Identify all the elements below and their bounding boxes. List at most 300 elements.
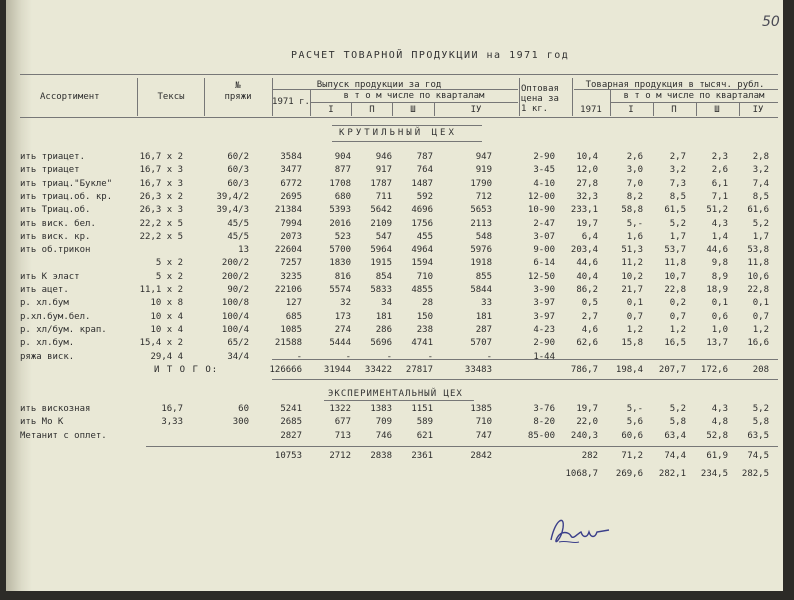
row-gq1: 3,0 — [626, 165, 643, 176]
total2-gq2: 74,4 — [664, 451, 686, 461]
row-q4: 710 — [475, 417, 492, 428]
row-q2: 34 — [381, 298, 392, 309]
row-price: 12-50 — [527, 271, 555, 282]
row-assortment: Метанит с оплет. — [20, 430, 107, 441]
row-goods: 40,4 — [576, 271, 598, 282]
total2-gq3: 61,9 — [706, 451, 728, 461]
row-recipe: 60/3 — [227, 165, 249, 176]
row-q1: 274 — [334, 324, 351, 335]
col-divider — [204, 78, 205, 116]
row-gq1: 15,8 — [621, 338, 643, 349]
row-q1: - — [345, 351, 351, 362]
row-gq3: 18,9 — [706, 285, 728, 295]
total2-year: 10753 — [274, 451, 302, 461]
row-year-output: 127 — [285, 298, 302, 309]
row-q2: 181 — [375, 311, 392, 322]
total2-q4: 2842 — [470, 451, 492, 461]
row-q2: 746 — [375, 430, 392, 441]
row-year-output: 21588 — [274, 338, 302, 349]
row-q4: 33 — [481, 298, 492, 309]
header-gq1: I — [628, 105, 634, 115]
row-q4: 5844 — [470, 285, 492, 295]
header-gq3: Ш — [714, 105, 720, 115]
row-recipe: 39,4/2 — [216, 191, 249, 202]
row-gq2: 22,8 — [664, 285, 686, 295]
row-gq2: 2,7 — [669, 152, 686, 162]
row-gq3: 0,1 — [711, 298, 728, 309]
row-goods: 240,3 — [570, 430, 598, 441]
row-gq3: 4,3 — [711, 218, 728, 229]
header-price-1: Оптовая — [521, 84, 559, 94]
row-recipe: 200/2 — [221, 271, 249, 282]
row-gq2: 10,7 — [664, 271, 686, 282]
row-gq3: 13,7 — [706, 338, 728, 349]
row-q1: 713 — [334, 430, 351, 441]
row-gq2: 7,3 — [669, 178, 686, 189]
row-q2: 1787 — [370, 178, 392, 189]
row-gq4: 2,8 — [752, 152, 769, 162]
row-gq4: 1,7 — [752, 231, 769, 242]
row-q4: 2113 — [470, 218, 492, 229]
row-gq1: 5,- — [626, 218, 643, 229]
row-price: 4-10 — [533, 178, 555, 189]
total2-gq1: 71,2 — [621, 451, 643, 461]
total1-gq2: 207,7 — [658, 365, 686, 375]
row-goods: 27,8 — [576, 178, 598, 189]
row-q2: 1915 — [370, 258, 392, 269]
row-q1: 173 — [334, 311, 351, 322]
row-price: 12-00 — [527, 191, 555, 202]
row-q3: 28 — [422, 298, 433, 309]
row-gq3: 8,9 — [711, 271, 728, 282]
row-year-output: 7994 — [280, 218, 302, 229]
total2-goods: 282 — [581, 451, 598, 461]
row-gq4: 53,8 — [747, 245, 769, 256]
section-rule — [332, 125, 482, 126]
row-gq3: 2,6 — [711, 165, 728, 176]
row-year-output: 21384 — [274, 205, 302, 216]
total-rule — [272, 379, 778, 380]
row-gq4: 8,5 — [752, 191, 769, 202]
row-assortment: ить триацет — [20, 165, 80, 176]
row-q3: 1594 — [411, 258, 433, 269]
header-tex: Тексы — [157, 92, 185, 102]
col-divider — [696, 103, 697, 116]
col-divider — [739, 103, 740, 116]
row-recipe: 45/5 — [227, 218, 249, 229]
total-rule — [146, 446, 778, 447]
header-output-year: 1971 г. — [272, 97, 310, 107]
row-year-output: 3584 — [280, 152, 302, 162]
col-divider — [653, 103, 654, 116]
row-gq4: 10,6 — [747, 271, 769, 282]
header-gq2: П — [671, 105, 677, 115]
row-q1: 816 — [334, 271, 351, 282]
row-q3: 1151 — [411, 404, 433, 414]
row-q3: 764 — [416, 165, 433, 176]
row-q3: 4855 — [411, 285, 433, 295]
row-goods: 0,5 — [581, 298, 598, 309]
row-q4: 548 — [475, 231, 492, 242]
row-q2: 5696 — [370, 338, 392, 349]
row-gq4: 61,6 — [747, 205, 769, 216]
section-title-experimental: ЭКСПЕРИМЕНТАЛЬНЫЙ ЦЕХ — [328, 389, 463, 399]
row-q3: 621 — [416, 430, 433, 441]
row-q3: 710 — [416, 271, 433, 282]
row-assortment: р.хл.бум.бел. — [20, 311, 91, 322]
row-q1: 2016 — [329, 218, 351, 229]
row-gq1: 5,6 — [626, 417, 643, 428]
row-q2: - — [386, 351, 392, 362]
row-q3: 592 — [416, 191, 433, 202]
row-q3: 589 — [416, 417, 433, 428]
row-q3: 455 — [416, 231, 433, 242]
row-gq1: 1,6 — [626, 231, 643, 242]
row-q4: 287 — [475, 324, 492, 335]
row-price: 6-14 — [533, 258, 555, 269]
header-bottom-rule — [20, 117, 778, 118]
row-tex: 16,7 — [161, 404, 183, 414]
row-gq3: 52,8 — [706, 430, 728, 441]
total1-year: 126666 — [269, 365, 302, 375]
row-gq4: 5,2 — [752, 404, 769, 414]
row-goods: 32,3 — [576, 191, 598, 202]
row-q3: 4964 — [411, 245, 433, 256]
row-price: 10-90 — [527, 205, 555, 216]
row-gq4: 7,4 — [752, 178, 769, 189]
row-tex: 26,3 х 3 — [139, 205, 183, 216]
row-gq3: 2,3 — [711, 152, 728, 162]
row-gq1: 0,7 — [626, 311, 643, 322]
row-year-output: 5241 — [280, 404, 302, 414]
header-goods-incl: в т о м числе по кварталам — [623, 91, 765, 101]
row-q1: 904 — [334, 152, 351, 162]
handwritten-signature — [543, 510, 613, 552]
row-q2: 5833 — [370, 285, 392, 295]
row-year-output: 2073 — [280, 231, 302, 242]
row-year-output: 7257 — [280, 258, 302, 269]
row-q4: 919 — [475, 165, 492, 176]
row-year-output: 685 — [285, 311, 302, 322]
total2-gq4: 74,5 — [747, 451, 769, 461]
grand-total-gq3: 234,5 — [700, 469, 728, 479]
section-title-twisting: КРУТИЛЬНЫЙ ЦЕХ — [339, 128, 457, 138]
row-recipe: 100/4 — [221, 324, 249, 335]
header-q1: I — [328, 105, 334, 115]
row-goods: 6,4 — [581, 231, 598, 242]
row-tex: 29,4 4 — [150, 351, 183, 362]
header-price-3: 1 кг. — [521, 104, 549, 114]
row-q2: 5964 — [370, 245, 392, 256]
row-gq3: 44,6 — [706, 245, 728, 256]
row-gq2: 1,7 — [669, 231, 686, 242]
header-q4: IУ — [470, 105, 482, 115]
row-gq3: 4,8 — [711, 417, 728, 428]
header-q3: Ш — [410, 105, 416, 115]
row-q4: 855 — [475, 271, 492, 282]
row-year-output: 22106 — [274, 285, 302, 295]
row-gq3: 6,1 — [711, 178, 728, 189]
row-gq2: 16,5 — [664, 338, 686, 349]
row-gq4: 22,8 — [747, 285, 769, 295]
row-q1: 677 — [334, 417, 351, 428]
row-gq1: 7,0 — [626, 178, 643, 189]
row-year-output: 6772 — [280, 178, 302, 189]
row-price: 3-90 — [533, 285, 555, 295]
row-gq3: 1,4 — [711, 231, 728, 242]
row-tex: 5 х 2 — [155, 258, 183, 269]
row-q2: 711 — [375, 191, 392, 202]
row-price: 8-20 — [533, 417, 555, 428]
row-gq1: 2,6 — [626, 152, 643, 162]
row-assortment: ряжа виск. — [20, 351, 75, 362]
row-gq1: 11,2 — [621, 258, 643, 269]
row-q4: 1790 — [470, 178, 492, 189]
row-q1: 5393 — [329, 205, 351, 216]
row-recipe: 34/4 — [227, 351, 249, 362]
row-tex: 16,7 х 3 — [139, 178, 183, 189]
row-goods: 19,7 — [576, 218, 598, 229]
section-rule — [332, 141, 482, 142]
row-recipe: 39,4/3 — [216, 205, 249, 216]
col-divider — [351, 103, 352, 116]
document-title: РАСЧЕТ ТОВАРНОЙ ПРОДУКЦИИ на 1971 год — [291, 50, 570, 61]
row-q1: 680 — [334, 191, 351, 202]
row-gq1: 1,2 — [626, 324, 643, 335]
row-gq2: 5,8 — [669, 417, 686, 428]
row-q3: 4741 — [411, 338, 433, 349]
total1-q3: 27817 — [405, 365, 433, 375]
row-assortment: ить Мо К — [20, 417, 64, 428]
row-tex: 3,33 — [161, 417, 183, 428]
row-assortment: р. хл/бум. крап. — [20, 324, 107, 335]
total1-q1: 31944 — [323, 365, 351, 375]
row-q1: 1708 — [329, 178, 351, 189]
row-year-output: 2827 — [280, 430, 302, 441]
row-q4: 5707 — [470, 338, 492, 349]
row-gq4: 0,1 — [752, 298, 769, 309]
row-goods: 44,6 — [576, 258, 598, 269]
row-year-output: 22604 — [274, 245, 302, 256]
row-assortment: ить триацет. — [20, 152, 86, 162]
row-price: 1-44 — [533, 351, 555, 362]
row-gq2: 11,8 — [664, 258, 686, 269]
row-q4: - — [486, 351, 492, 362]
col-divider — [610, 90, 611, 116]
row-q4: 747 — [475, 430, 492, 441]
col-divider — [572, 78, 573, 116]
row-gq2: 1,2 — [669, 324, 686, 335]
row-q1: 5574 — [329, 285, 351, 295]
row-q4: 1918 — [470, 258, 492, 269]
row-q1: 1322 — [329, 404, 351, 414]
row-q1: 1830 — [329, 258, 351, 269]
row-gq2: 0,7 — [669, 311, 686, 322]
header-goods-year: 1971 — [580, 105, 602, 115]
row-tex: 10 х 8 — [150, 298, 183, 309]
row-goods: 12,0 — [576, 165, 598, 176]
total-label: И Т О Г О: — [154, 365, 219, 375]
row-recipe: 100/4 — [221, 311, 249, 322]
total1-goods: 786,7 — [570, 365, 598, 375]
row-gq4: 5,8 — [752, 417, 769, 428]
row-assortment: ить вискозная — [20, 404, 91, 414]
row-q1: 5700 — [329, 245, 351, 256]
row-year-output: 1085 — [280, 324, 302, 335]
row-q1: 523 — [334, 231, 351, 242]
row-recipe: 60/3 — [227, 178, 249, 189]
total-rule — [272, 359, 778, 360]
row-gq3: 9,8 — [711, 258, 728, 269]
header-recipe: пряжи — [224, 92, 252, 102]
row-q4: 947 — [475, 152, 492, 162]
row-gq3: 51,2 — [706, 205, 728, 216]
row-goods: 2,7 — [581, 311, 598, 322]
col-divider — [392, 103, 393, 116]
row-gq1: 5,- — [626, 404, 643, 414]
row-year-output: 3477 — [280, 165, 302, 176]
row-assortment: ить триац.об. кр. — [20, 191, 113, 202]
row-gq1: 10,2 — [621, 271, 643, 282]
row-q3: 1487 — [411, 178, 433, 189]
row-tex: 15,4 х 2 — [139, 338, 183, 349]
row-assortment: ить виск. кр. — [20, 231, 91, 242]
col-divider — [434, 103, 435, 116]
row-gq4: 63,5 — [747, 430, 769, 441]
total2-q2: 2838 — [370, 451, 392, 461]
row-tex: 11,1 х 2 — [139, 285, 183, 295]
row-tex: 10 х 4 — [150, 311, 183, 322]
col-divider — [310, 90, 311, 116]
row-tex: 5 х 2 — [155, 271, 183, 282]
row-recipe: 200/2 — [221, 258, 249, 269]
row-tex: 16,7 х 2 — [139, 152, 183, 162]
row-year-output: 2685 — [280, 417, 302, 428]
row-assortment: ить триац."Букле" — [20, 178, 113, 189]
row-gq4: 5,2 — [752, 218, 769, 229]
row-gq1: 51,3 — [621, 245, 643, 256]
row-price: 3-45 — [533, 165, 555, 176]
row-gq4: 3,2 — [752, 165, 769, 176]
total1-gq4: 208 — [752, 365, 769, 375]
row-recipe: 300 — [232, 417, 249, 428]
total2-q3: 2361 — [411, 451, 433, 461]
section-rule — [324, 400, 474, 401]
row-price: 2-90 — [533, 338, 555, 349]
row-price: 4-23 — [533, 324, 555, 335]
row-price: 2-47 — [533, 218, 555, 229]
row-tex: 22,2 х 5 — [139, 231, 183, 242]
row-goods: 10,4 — [576, 152, 598, 162]
row-assortment: ить К эласт — [20, 271, 80, 282]
row-year-output: 3235 — [280, 271, 302, 282]
row-q3: - — [427, 351, 433, 362]
row-recipe: 13 — [238, 245, 249, 256]
header-q2: П — [369, 105, 375, 115]
row-q4: 712 — [475, 191, 492, 202]
row-recipe: 60/2 — [227, 152, 249, 162]
grand-total-goods: 1068,7 — [565, 469, 598, 479]
row-gq1: 60,6 — [621, 430, 643, 441]
row-q4: 5976 — [470, 245, 492, 256]
row-assortment: р. хл.бум. — [20, 338, 75, 349]
row-gq2: 3,2 — [669, 165, 686, 176]
row-q2: 2109 — [370, 218, 392, 229]
row-q2: 1383 — [370, 404, 392, 414]
row-assortment: р. хл.бум — [20, 298, 69, 309]
row-goods: 22,0 — [576, 417, 598, 428]
header-recipe-no: № — [235, 81, 241, 91]
row-gq2: 63,4 — [664, 430, 686, 441]
header-gq4: IУ — [752, 105, 764, 115]
row-price: 3-97 — [533, 311, 555, 322]
row-goods: 19,7 — [576, 404, 598, 414]
header-top-rule — [20, 74, 778, 75]
header-output-incl: в т о м числе по кварталам — [343, 91, 485, 101]
row-gq1: 0,1 — [626, 298, 643, 309]
row-q3: 4696 — [411, 205, 433, 216]
row-gq1: 21,7 — [621, 285, 643, 295]
page-number: 50 — [762, 14, 780, 30]
total1-gq3: 172,6 — [700, 365, 728, 375]
row-goods: 86,2 — [576, 285, 598, 295]
header-price-2: цена за — [521, 94, 559, 104]
output-quarters-rule — [310, 102, 518, 103]
row-recipe: 65/2 — [227, 338, 249, 349]
row-price: 85-00 — [527, 430, 555, 441]
row-gq4: 11,8 — [747, 258, 769, 269]
row-assortment: ить виск. бел. — [20, 218, 96, 229]
row-gq3: 0,6 — [711, 311, 728, 322]
row-goods: 62,6 — [576, 338, 598, 349]
header-assortment: Ассортимент — [40, 92, 100, 102]
row-q2: 854 — [375, 271, 392, 282]
row-gq2: 8,5 — [669, 191, 686, 202]
grand-total-gq1: 269,6 — [615, 469, 643, 479]
row-assortment: ить ацет. — [20, 285, 69, 295]
row-q4: 5653 — [470, 205, 492, 216]
row-q1: 32 — [340, 298, 351, 309]
row-q3: 1756 — [411, 218, 433, 229]
row-gq3: 1,0 — [711, 324, 728, 335]
row-q2: 286 — [375, 324, 392, 335]
row-q2: 5642 — [370, 205, 392, 216]
row-gq2: 5,2 — [669, 218, 686, 229]
row-q2: 547 — [375, 231, 392, 242]
row-goods: 203,4 — [570, 245, 598, 256]
total1-gq1: 198,4 — [615, 365, 643, 375]
header-output-group: Выпуск продукции за год — [316, 80, 442, 90]
row-gq2: 5,2 — [669, 404, 686, 414]
row-gq4: 16,6 — [747, 338, 769, 349]
row-year-output: - — [296, 351, 302, 362]
row-price: 3-97 — [533, 298, 555, 309]
row-assortment: ить Триац.об. — [20, 205, 91, 216]
row-q2: 946 — [375, 152, 392, 162]
header-goods-group: Товарная продукция в тысяч. рубл. — [585, 80, 765, 90]
row-recipe: 90/2 — [227, 285, 249, 295]
row-q2: 917 — [375, 165, 392, 176]
row-gq1: 8,2 — [626, 191, 643, 202]
row-recipe: 100/8 — [221, 298, 249, 309]
row-q1: 877 — [334, 165, 351, 176]
row-price: 9-00 — [533, 245, 555, 256]
row-price: 2-90 — [533, 152, 555, 162]
row-recipe: 45/5 — [227, 231, 249, 242]
total1-q4: 33483 — [464, 365, 492, 375]
row-gq4: 1,2 — [752, 324, 769, 335]
row-gq4: 0,7 — [752, 311, 769, 322]
